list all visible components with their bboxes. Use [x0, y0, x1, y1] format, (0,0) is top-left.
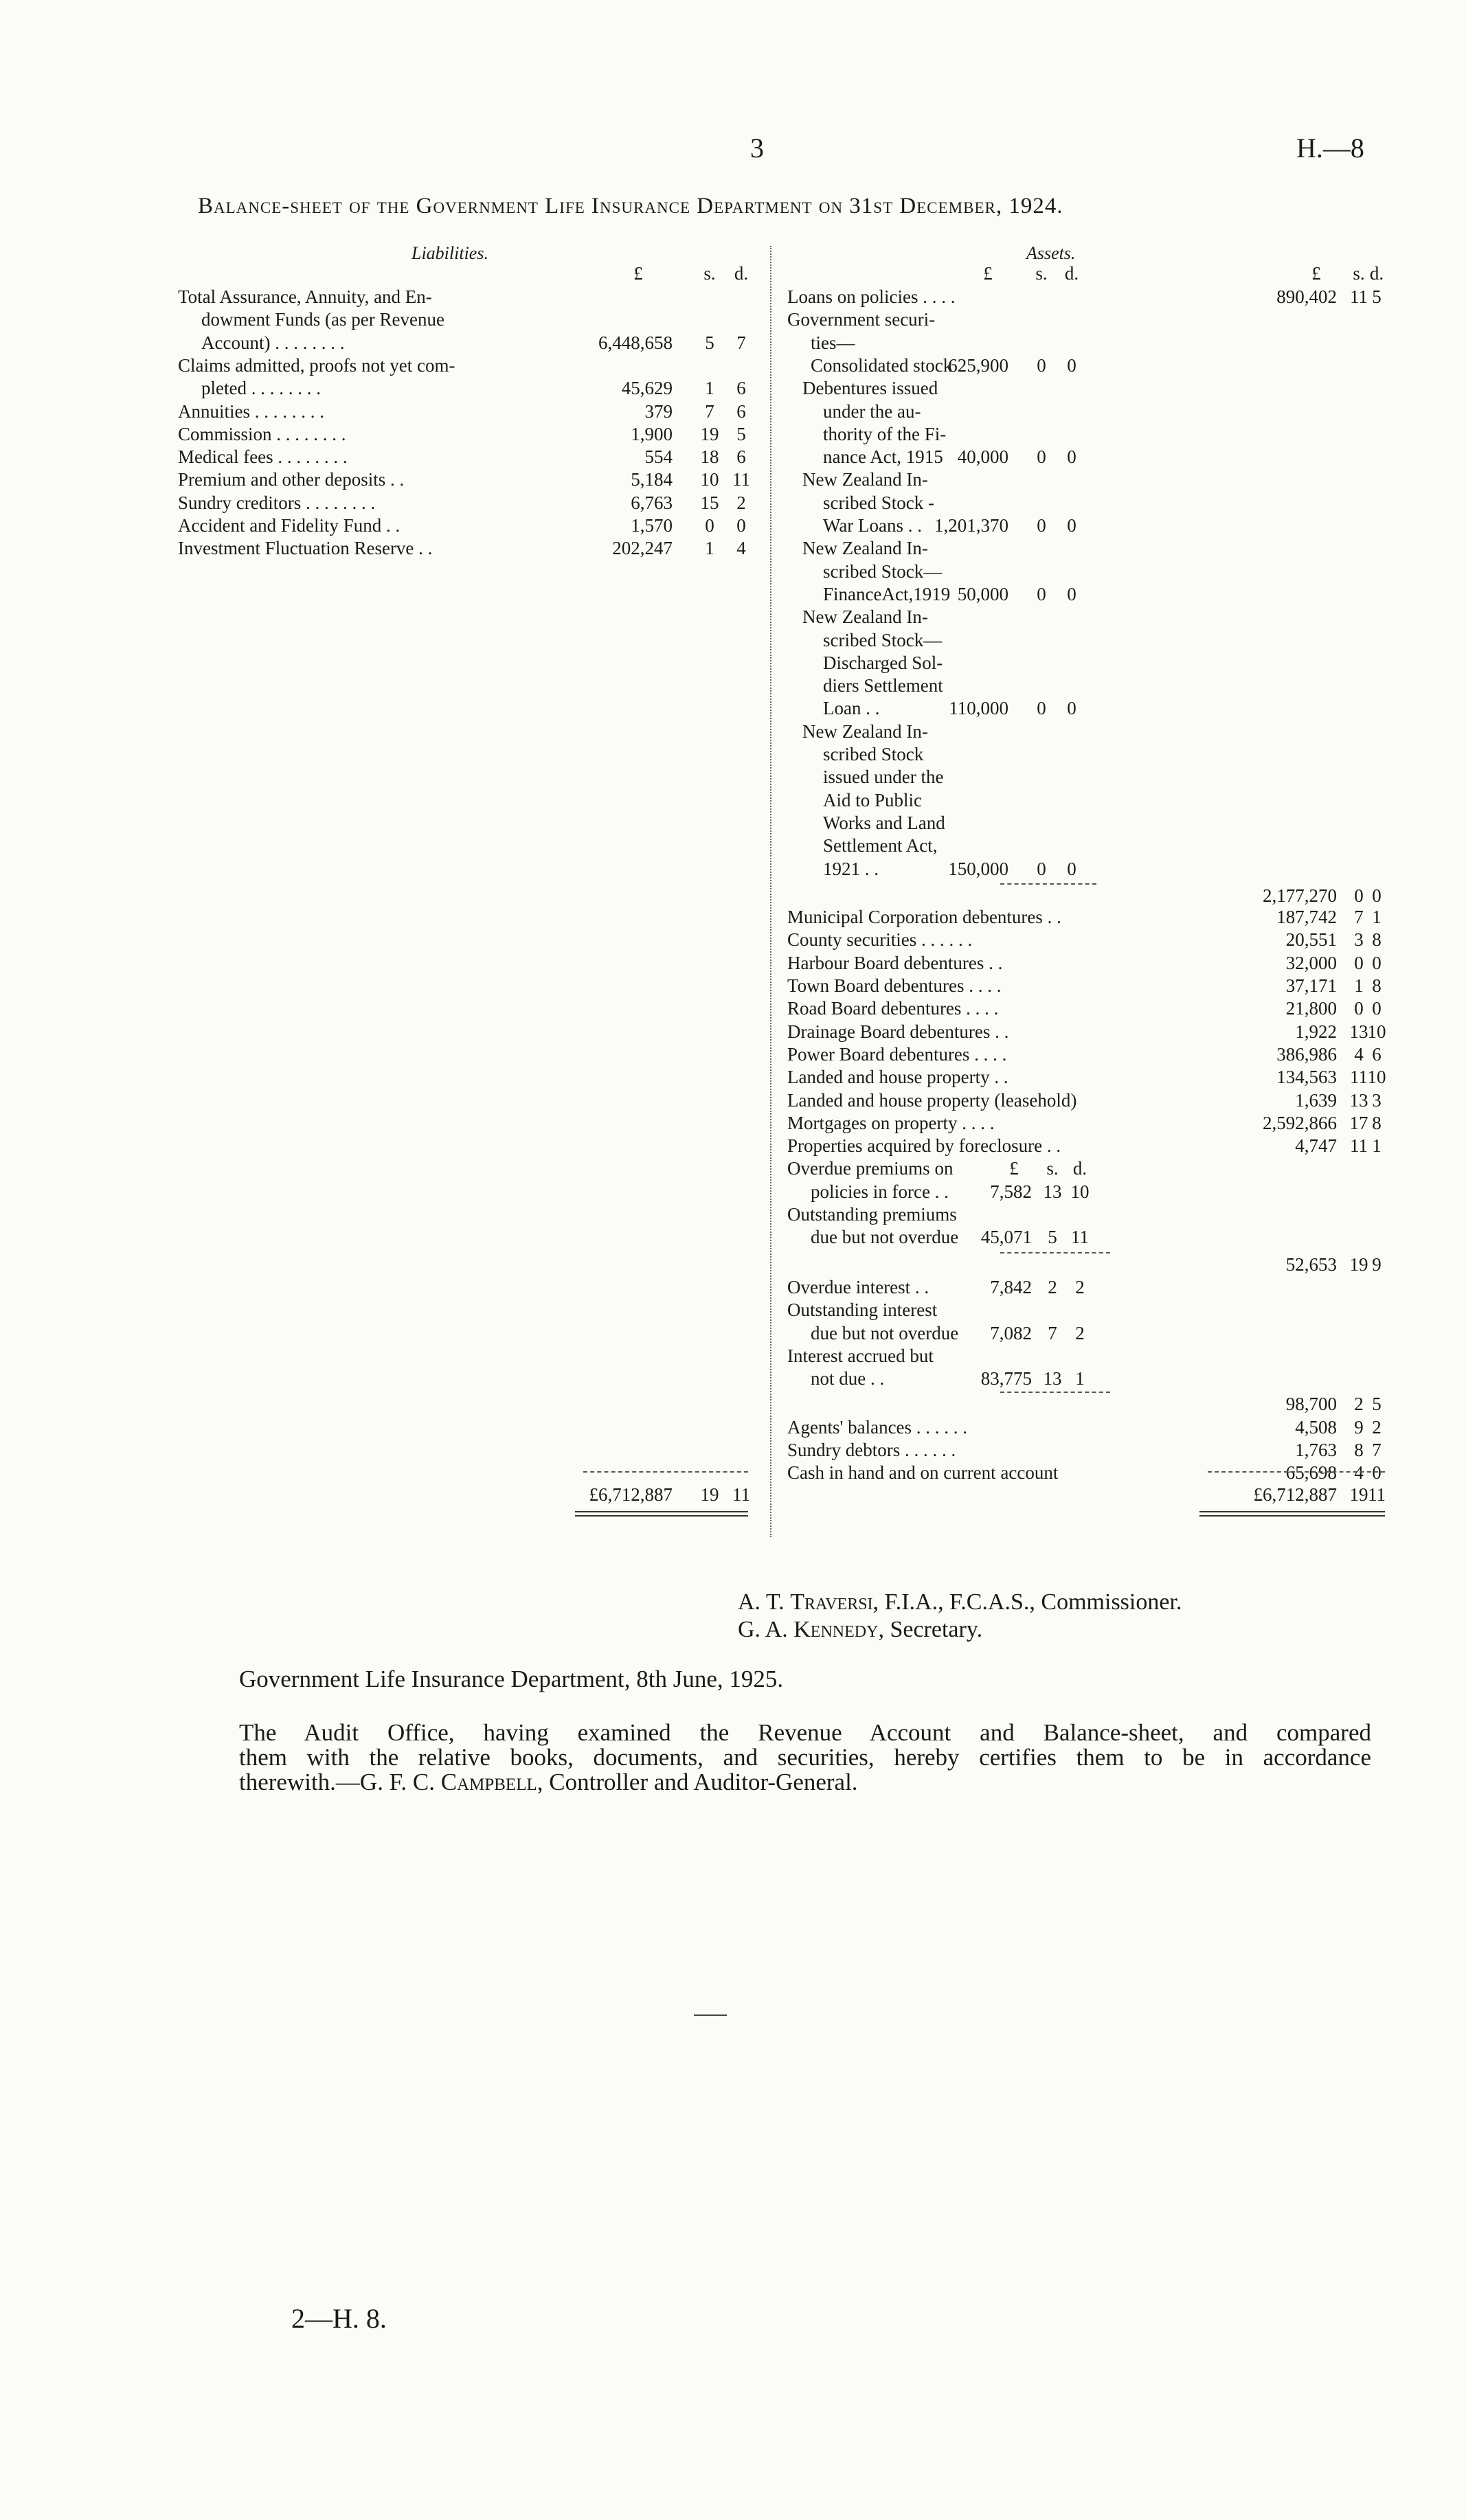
liability-amount-pence: 0	[736, 515, 746, 536]
premiums-col-1: s.	[1046, 1158, 1059, 1179]
liability-amount-pence: 11	[732, 469, 750, 490]
overdue-premiums-label-line: Overdue premiums on	[787, 1158, 954, 1179]
asset-amount-shillings: 4	[1354, 1462, 1364, 1484]
gov-security-amount-shillings: 0	[1037, 515, 1046, 536]
gov-security-amount-shillings: 0	[1037, 446, 1046, 468]
gov-security-amount-pounds: 50,000	[957, 583, 1008, 604]
gov-security-label-line: diers Settlement	[823, 675, 943, 696]
asset-amount-shillings: 9	[1354, 1416, 1364, 1438]
assets-total-shillings: 19	[1349, 1484, 1368, 1505]
asset-amount-pounds: 37,171	[1285, 975, 1337, 996]
liability-amount-pence: 6	[736, 400, 746, 422]
asset-label: Cash in hand and on current account	[787, 1462, 1059, 1484]
asset-amount-pence: 2	[1372, 1416, 1382, 1438]
gov-security-label-line: FinanceAct,1919	[823, 583, 951, 604]
liability-label-line: Medical fees . . . . . . . .	[178, 446, 348, 468]
premiums-subtotal-rule	[1000, 1252, 1110, 1253]
asset-label: Landed and house property (leasehold)	[787, 1089, 1077, 1111]
asset-amount-shillings: 0	[1354, 952, 1364, 973]
liability-label-line: Claims admitted, proofs not yet com-	[178, 354, 455, 376]
gov-security-label-line: Debentures issued	[802, 378, 938, 399]
gov-security-amount-pence: 0	[1067, 515, 1076, 536]
liabilities-total-rule	[583, 1471, 748, 1473]
gov-security-label-line: New Zealand In-	[802, 469, 928, 490]
interest-accrued-label: Interest accrued but	[787, 1345, 934, 1366]
loans-amount-pence: 5	[1372, 286, 1382, 307]
asset-amount-shillings: 17	[1349, 1112, 1368, 1133]
asset-label: Agents' balances . . . . . .	[787, 1416, 968, 1438]
overdue-premiums-label-line: policies in force . .	[811, 1181, 949, 1202]
gov-security-amount-shillings: 0	[1037, 583, 1046, 604]
gov-security-label-line: issued under the	[823, 767, 944, 788]
asset-amount-pence: 10	[1367, 1021, 1386, 1042]
liability-label-line: Accident and Fidelity Fund . .	[178, 515, 401, 536]
liability-label-line: Commission . . . . . . . .	[178, 423, 346, 444]
gov-security-amount-pounds: 150,000	[948, 858, 1008, 879]
asset-amount-shillings: 13	[1349, 1021, 1368, 1042]
interest-accrued-amount-pounds: 83,775	[980, 1368, 1032, 1389]
outstanding-interest-amount-shillings: 7	[1048, 1322, 1057, 1343]
outstanding-premiums-amount-pence: 11	[1071, 1227, 1089, 1248]
liabilities-heading: Liabilities.	[411, 243, 488, 263]
asset-amount-pounds: 1,639	[1295, 1089, 1337, 1111]
asset-amount-pence: 10	[1367, 1067, 1386, 1088]
assets-section	[787, 242, 1385, 1547]
assets-total-pence: 11	[1368, 1484, 1386, 1505]
gov-security-amount-shillings: 0	[1037, 354, 1046, 376]
liability-amount-pence: 6	[736, 446, 746, 468]
interest-accrued-amount-shillings: 13	[1043, 1368, 1062, 1389]
assets-inner-col-2: d.	[1064, 263, 1079, 284]
liability-amount-pence: 5	[736, 423, 746, 444]
outstanding-premiums-label: Outstanding premiums	[787, 1204, 957, 1225]
gov-security-amount-pounds: 1,201,370	[934, 515, 1008, 536]
gov-securities-total-pounds: 2,177,270	[1263, 885, 1337, 906]
liability-amount-shillings: 5	[705, 332, 714, 353]
asset-label: Sundry debtors . . . . . .	[787, 1440, 956, 1460]
asset-amount-pence: 0	[1372, 1462, 1382, 1484]
liabilities-total-pounds: £6,712,887	[589, 1484, 673, 1505]
liability-amount-shillings: 0	[705, 515, 714, 536]
asset-amount-shillings: 4	[1354, 1043, 1364, 1065]
government-securities-heading: Government securi-	[787, 309, 936, 330]
liability-label-line: Total Assurance, Annuity, and En-	[178, 286, 432, 307]
asset-amount-shillings: 1	[1354, 975, 1364, 996]
liability-label-line: Annuities . . . . . . . .	[178, 400, 324, 422]
overdue-interest-amount-shillings: 2	[1048, 1276, 1057, 1297]
asset-label: County securities . . . . . .	[787, 929, 973, 951]
asset-amount-pounds: 2,592,866	[1263, 1112, 1337, 1133]
liabilities-col-1: s.	[703, 263, 716, 284]
liability-amount-shillings: 1	[705, 378, 714, 399]
liabilities-total-shillings: 19	[700, 1484, 719, 1505]
gov-security-amount-pence: 0	[1067, 698, 1076, 719]
asset-amount-pence: 0	[1372, 998, 1382, 1019]
asset-label: Harbour Board debentures . .	[787, 952, 1003, 973]
asset-amount-pence: 8	[1372, 975, 1382, 996]
liability-label-line: pleted . . . . . . . .	[201, 378, 321, 399]
asset-amount-pounds: 1,922	[1295, 1021, 1337, 1042]
premiums-total-pounds: 52,653	[1285, 1253, 1337, 1275]
asset-amount-pence: 7	[1372, 1440, 1382, 1460]
liability-amount-pence: 2	[736, 492, 746, 513]
overdue-premiums-amount-shillings: 13	[1043, 1181, 1062, 1202]
asset-amount-pounds: 4,508	[1295, 1416, 1337, 1438]
asset-amount-shillings: 0	[1354, 998, 1364, 1019]
asset-amount-pounds: 1,763	[1295, 1440, 1337, 1460]
gov-security-label-line: scribed Stock	[823, 744, 924, 764]
gov-subtotal-rule	[1000, 883, 1096, 885]
outstanding-premiums-amount-shillings: 5	[1048, 1227, 1057, 1248]
assets-outer-col-1: s.	[1353, 263, 1365, 284]
premiums-total-pence: 9	[1372, 1253, 1382, 1275]
asset-amount-pounds: 32,000	[1285, 952, 1337, 973]
gov-security-amount-shillings: 0	[1037, 858, 1046, 879]
government-securities-heading: ties—	[811, 332, 855, 353]
column-divider	[770, 246, 771, 1537]
liability-amount-shillings: 18	[700, 446, 719, 468]
gov-security-amount-pounds: 40,000	[957, 446, 1008, 468]
overdue-interest-amount-pence: 2	[1075, 1276, 1085, 1297]
liability-label-line: Investment Fluctuation Reserve . .	[178, 538, 433, 559]
asset-amount-pounds: 20,551	[1285, 929, 1337, 951]
liability-amount-pounds: 45,629	[621, 378, 673, 399]
liability-amount-pence: 7	[736, 332, 746, 353]
liability-amount-pounds: 202,247	[612, 538, 673, 559]
liability-label-line: Premium and other deposits . .	[178, 469, 405, 490]
liability-amount-shillings: 15	[700, 492, 719, 513]
overdue-premiums-amount-pounds: 7,582	[990, 1181, 1032, 1202]
asset-amount-pounds: 65,698	[1285, 1462, 1337, 1484]
liability-amount-shillings: 7	[705, 400, 714, 422]
outstanding-interest-label-line: due but not overdue	[811, 1322, 959, 1343]
asset-label: Landed and house property . .	[787, 1067, 1008, 1088]
asset-amount-pounds: 386,986	[1276, 1043, 1337, 1065]
asset-amount-pence: 8	[1372, 929, 1382, 951]
liability-amount-pence: 6	[736, 378, 746, 399]
gov-security-label-line: New Zealand In-	[802, 720, 928, 742]
gov-security-label-line: New Zealand In-	[802, 606, 928, 628]
audit-line-2: them with the relative books, documents, and securities, hereby certifies them to be in accordance	[239, 1744, 1371, 1771]
end-rule	[694, 2014, 727, 2016]
asset-label: Town Board debentures . . . .	[787, 975, 1002, 996]
assets-outer-col-0: £	[1311, 263, 1321, 284]
outstanding-premiums-amount-pounds: 45,071	[980, 1227, 1032, 1248]
gov-security-label-line: Aid to Public	[823, 789, 923, 810]
liability-label-line: Sundry creditors . . . . . . . .	[178, 492, 376, 513]
asset-label: Municipal Corporation debentures . .	[787, 907, 1061, 928]
asset-amount-pence: 6	[1372, 1043, 1382, 1065]
gov-security-amount-pence: 0	[1067, 354, 1076, 376]
liability-label-line: dowment Funds (as per Revenue	[201, 309, 444, 330]
footer-reference: 2—H. 8.	[291, 2303, 387, 2334]
dateline: Government Life Insurance Department, 8th June, 1925.	[239, 1666, 784, 1692]
asset-amount-shillings: 13	[1349, 1089, 1368, 1111]
liability-amount-shillings: 1	[705, 538, 714, 559]
gov-security-label-line: nance Act, 1915	[823, 446, 943, 468]
commissioner-signature: A. T. Traversi, F.I.A., F.C.A.S., Commissioner.	[738, 1589, 1182, 1615]
asset-label: Drainage Board debentures . .	[787, 1021, 1009, 1042]
premiums-total-shillings: 19	[1349, 1253, 1368, 1275]
liability-amount-pounds: 554	[644, 446, 673, 468]
asset-amount-shillings: 11	[1350, 1135, 1368, 1157]
gov-security-label-line: scribed Stock—	[823, 560, 943, 582]
asset-label: Power Board debentures . . . .	[787, 1043, 1007, 1065]
asset-amount-pence: 1	[1372, 907, 1382, 928]
gov-security-label-line: Settlement Act,	[823, 835, 938, 856]
outstanding-premiums-label-line: due but not overdue	[811, 1227, 959, 1248]
loans-label-line: Loans on policies . . . .	[787, 286, 956, 307]
gov-security-amount-pence: 0	[1067, 858, 1076, 879]
premiums-col-2: d.	[1072, 1158, 1087, 1179]
gov-securities-total-shillings: 0	[1354, 885, 1364, 906]
gov-security-amount-pounds: 625,900	[948, 354, 1008, 376]
balance-sheet-title: Balance-sheet of the Government Life Insurance Department on 31st December, 1924.	[198, 194, 1063, 218]
overdue-interest-label: Overdue interest . .	[787, 1276, 929, 1297]
liabilities-total-pence: 11	[732, 1484, 750, 1505]
liability-amount-pounds: 1,900	[631, 423, 673, 444]
gov-securities-total-pence: 0	[1372, 885, 1382, 906]
gov-security-amount-pence: 0	[1067, 446, 1076, 468]
outstanding-interest-label: Outstanding interest	[787, 1299, 938, 1321]
asset-amount-pounds: 4,747	[1295, 1135, 1337, 1157]
outstanding-interest-amount-pence: 2	[1075, 1322, 1085, 1343]
premiums-col-0: £	[1009, 1158, 1019, 1179]
gov-security-label-line: under the au-	[823, 400, 921, 422]
liabilities-section	[178, 242, 748, 1547]
assets-inner-col-0: £	[983, 263, 993, 284]
asset-amount-pence: 8	[1372, 1112, 1382, 1133]
gov-security-label-line: Works and Land	[823, 812, 945, 833]
liabilities-col-0: £	[633, 263, 643, 284]
asset-amount-shillings: 11	[1350, 1067, 1368, 1088]
asset-amount-pence: 0	[1372, 952, 1382, 973]
loans-amount-shillings: 11	[1350, 286, 1368, 307]
liabilities-col-2: d.	[734, 263, 749, 284]
asset-amount-pounds: 187,742	[1276, 907, 1337, 928]
gov-security-label-line: Consolidated stock	[811, 354, 953, 376]
gov-security-label-line: scribed Stock -	[823, 492, 934, 513]
gov-security-label-line: War Loans . .	[823, 515, 923, 536]
gov-security-label-line: Loan . .	[823, 698, 880, 719]
liability-amount-shillings: 19	[700, 423, 719, 444]
gov-security-amount-pounds: 110,000	[949, 698, 1008, 719]
assets-heading: Assets.	[1026, 243, 1076, 263]
asset-amount-pounds: 21,800	[1285, 998, 1337, 1019]
asset-amount-pence: 3	[1372, 1089, 1382, 1111]
assets-inner-col-1: s.	[1035, 263, 1048, 284]
outstanding-interest-amount-pounds: 7,082	[990, 1322, 1032, 1343]
page-reference: H.—8	[1296, 133, 1364, 163]
asset-amount-shillings: 7	[1354, 907, 1364, 928]
gov-security-label-line: New Zealand In-	[802, 538, 928, 559]
interest-total-pence: 5	[1372, 1394, 1382, 1415]
liability-amount-pounds: 379	[644, 400, 673, 422]
assets-total-pounds: £6,712,887	[1253, 1484, 1337, 1505]
interest-total-shillings: 2	[1354, 1394, 1364, 1415]
liability-amount-pence: 4	[736, 538, 746, 559]
interest-total-pounds: 98,700	[1285, 1394, 1337, 1415]
liability-amount-pounds: 6,448,658	[598, 332, 673, 353]
assets-total-rule	[1208, 1471, 1385, 1473]
gov-security-amount-shillings: 0	[1037, 698, 1046, 719]
assets-total-double-rule	[1199, 1511, 1385, 1517]
gov-security-label-line: thority of the Fi-	[823, 423, 947, 444]
asset-label: Properties acquired by foreclosure . .	[787, 1135, 1061, 1157]
liability-amount-pounds: 5,184	[631, 469, 673, 490]
interest-subtotal-rule	[1000, 1392, 1110, 1393]
overdue-premiums-amount-pence: 10	[1070, 1181, 1090, 1202]
asset-amount-shillings: 8	[1354, 1440, 1364, 1460]
gov-security-label-line: scribed Stock—	[823, 629, 943, 650]
audit-line-3: therewith.—G. F. C. Campbell, Controller and Auditor-General.	[239, 1769, 858, 1795]
interest-accrued-label-line: not due . .	[811, 1368, 885, 1389]
asset-amount-pounds: 134,563	[1276, 1067, 1337, 1088]
asset-label: Mortgages on property . . . .	[787, 1112, 995, 1133]
liability-amount-shillings: 10	[700, 469, 719, 490]
signature-block	[738, 1589, 1182, 1644]
asset-amount-shillings: 3	[1354, 929, 1364, 951]
interest-accrued-amount-pence: 1	[1075, 1368, 1085, 1389]
page-number: 3	[750, 133, 764, 163]
gov-security-label-line: 1921 . .	[823, 858, 879, 879]
liability-amount-pounds: 6,763	[631, 492, 673, 513]
asset-label: Road Board debentures . . . .	[787, 998, 999, 1019]
loans-amount-pounds: 890,402	[1276, 286, 1337, 307]
overdue-interest-amount-pounds: 7,842	[990, 1276, 1032, 1297]
audit-line-1: The Audit Office, having examined the Revenue Account and Balance-sheet, and compared	[239, 1719, 1371, 1746]
secretary-signature: G. A. Kennedy, Secretary.	[738, 1617, 983, 1642]
liability-amount-pounds: 1,570	[631, 515, 673, 536]
liabilities-total-double-rule	[575, 1511, 748, 1517]
audit-certificate	[239, 1721, 1371, 1795]
liability-label-line: Account) . . . . . . . .	[201, 332, 345, 353]
assets-outer-col-2: d.	[1369, 263, 1384, 284]
gov-security-label-line: Discharged Sol-	[823, 652, 943, 673]
gov-security-amount-pence: 0	[1067, 583, 1076, 604]
asset-amount-pence: 1	[1372, 1135, 1382, 1157]
